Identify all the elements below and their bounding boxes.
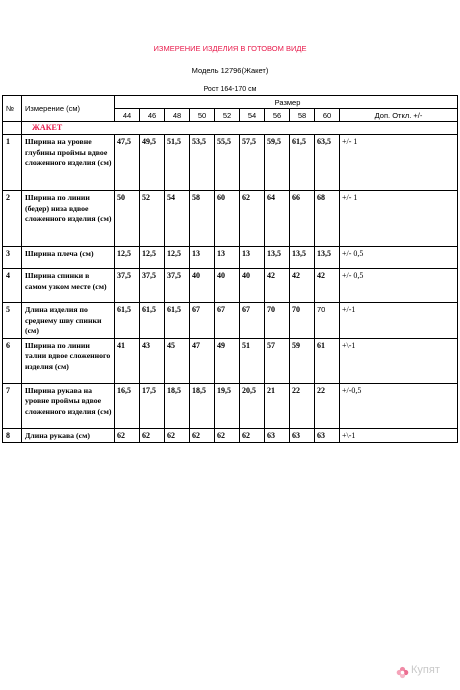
table-row [3, 383, 458, 428]
size-value: 50 [115, 191, 140, 247]
section-title: ЖАКЕТ [22, 122, 458, 135]
table-row [3, 191, 458, 247]
size-value: 21 [265, 383, 290, 428]
size-value: 61,5 [115, 303, 140, 339]
size-value: 61,5 [140, 303, 165, 339]
size-value: 37,5 [140, 269, 165, 303]
size-value: 49 [215, 338, 240, 383]
size-value: 43 [140, 338, 165, 383]
size-header: 60 [315, 109, 340, 122]
row-number: 7 [3, 383, 22, 428]
section-row [3, 122, 458, 135]
size-value: 62 [240, 428, 265, 443]
size-value: 64 [265, 191, 290, 247]
size-value: 13 [240, 247, 265, 269]
row-number: 3 [3, 247, 22, 269]
tolerance-value: +/- 1 [340, 191, 458, 247]
size-value: 17,5 [140, 383, 165, 428]
tolerance-value: +/-1 [340, 303, 458, 339]
size-value: 13,5 [290, 247, 315, 269]
size-value: 63,5 [315, 135, 340, 191]
tolerance-value: +\-1 [340, 338, 458, 383]
row-number: 2 [3, 191, 22, 247]
size-value: 62 [115, 428, 140, 443]
size-value: 12,5 [115, 247, 140, 269]
size-value: 42 [265, 269, 290, 303]
size-value: 40 [240, 269, 265, 303]
size-value: 13,5 [315, 247, 340, 269]
size-value: 63 [290, 428, 315, 443]
row-number: 1 [3, 135, 22, 191]
document-title: ИЗМЕРЕНИЕ ИЗДЕЛИЯ В ГОТОВОМ ВИДЕ [153, 44, 307, 53]
row-number: 5 [3, 303, 22, 339]
size-value: 16,5 [115, 383, 140, 428]
size-value: 68 [315, 191, 340, 247]
size-value: 58 [190, 191, 215, 247]
size-value: 55,5 [215, 135, 240, 191]
size-header: 46 [140, 109, 165, 122]
row-number: 4 [3, 269, 22, 303]
table-row [3, 428, 458, 443]
size-header: 52 [215, 109, 240, 122]
size-header: 44 [115, 109, 140, 122]
table-row [3, 269, 458, 303]
size-value: 13 [190, 247, 215, 269]
size-value: 13,5 [265, 247, 290, 269]
size-value: 52 [140, 191, 165, 247]
row-number: 6 [3, 338, 22, 383]
table-row [3, 135, 458, 191]
table-row [3, 303, 458, 339]
size-value: 66 [290, 191, 315, 247]
tolerance-value: +\-1 [340, 428, 458, 443]
size-value: 53,5 [190, 135, 215, 191]
size-value: 18,5 [165, 383, 190, 428]
measurement-name: Ширина спинки в самом узком месте (см) [22, 269, 115, 303]
watermark-text: Купят [411, 664, 440, 676]
size-value: 20,5 [240, 383, 265, 428]
size-value: 67 [215, 303, 240, 339]
size-value: 37,5 [165, 269, 190, 303]
size-value: 62 [215, 428, 240, 443]
size-value: 63 [265, 428, 290, 443]
size-value: 49,5 [140, 135, 165, 191]
size-header: 58 [290, 109, 315, 122]
size-value: 60 [215, 191, 240, 247]
table-row [3, 338, 458, 383]
size-value: 57 [265, 338, 290, 383]
size-value: 22 [315, 383, 340, 428]
size-value: 59 [290, 338, 315, 383]
size-value: 37,5 [115, 269, 140, 303]
measurement-name: Ширина на уровне глубины проймы вдвое сложенного изделия (см) [22, 135, 115, 191]
measurement-name: Длина изделия по среднему шву спинки (см) [22, 303, 115, 339]
header-number: № [3, 96, 22, 122]
size-value: 67 [240, 303, 265, 339]
watermark-logo [396, 664, 458, 680]
height-label: Рост 164-170 см [203, 86, 257, 93]
size-header: 48 [165, 109, 190, 122]
measurement-name: Ширина плеча (см) [22, 247, 115, 269]
size-value: 40 [215, 269, 240, 303]
measurement-name: Длина рукава (см) [22, 428, 115, 443]
size-value: 19,5 [215, 383, 240, 428]
flower-icon [396, 666, 409, 679]
tolerance-value: +/-0,5 [340, 383, 458, 428]
row-number: 8 [3, 428, 22, 443]
size-value: 62 [190, 428, 215, 443]
header-size: Размер [115, 96, 458, 109]
measurement-table [2, 95, 458, 443]
size-value: 70 [265, 303, 290, 339]
tolerance-value: +/- 0,5 [340, 269, 458, 303]
size-value: 47,5 [115, 135, 140, 191]
tolerance-value: +/- 1 [340, 135, 458, 191]
size-value: 61,5 [165, 303, 190, 339]
size-value: 61 [315, 338, 340, 383]
size-header: 56 [265, 109, 290, 122]
size-value: 61,5 [290, 135, 315, 191]
model-label: Модель 12796(Жакет) [191, 66, 269, 75]
size-value: 62 [165, 428, 190, 443]
size-value: 40 [190, 269, 215, 303]
tolerance-value: +/- 0,5 [340, 247, 458, 269]
size-value: 62 [240, 191, 265, 247]
header-tolerance: Доп. Откл. +/- [340, 109, 458, 122]
size-value: 70 [290, 303, 315, 339]
size-value: 12,5 [165, 247, 190, 269]
size-value: 62 [140, 428, 165, 443]
size-value: 70 [315, 303, 340, 339]
measurement-name: Ширина рукава на уровне проймы вдвое сложенного изделия (см) [22, 383, 115, 428]
size-value: 54 [165, 191, 190, 247]
size-value: 51,5 [165, 135, 190, 191]
size-value: 51 [240, 338, 265, 383]
size-value: 22 [290, 383, 315, 428]
measurement-name: Ширина по линии талии вдвое сложенного изделия (см) [22, 338, 115, 383]
size-value: 47 [190, 338, 215, 383]
table-row [3, 247, 458, 269]
size-header: 50 [190, 109, 215, 122]
size-value: 57,5 [240, 135, 265, 191]
header-measure: Измерение (см) [22, 96, 115, 122]
size-value: 12,5 [140, 247, 165, 269]
measurement-name: Ширина по линии (бедер) низа вдвое сложенного изделия (см) [22, 191, 115, 247]
size-value: 42 [290, 269, 315, 303]
size-header: 54 [240, 109, 265, 122]
size-value: 41 [115, 338, 140, 383]
size-value: 63 [315, 428, 340, 443]
size-value: 13 [215, 247, 240, 269]
size-value: 45 [165, 338, 190, 383]
size-value: 42 [315, 269, 340, 303]
size-value: 18,5 [190, 383, 215, 428]
size-value: 59,5 [265, 135, 290, 191]
size-value: 67 [190, 303, 215, 339]
